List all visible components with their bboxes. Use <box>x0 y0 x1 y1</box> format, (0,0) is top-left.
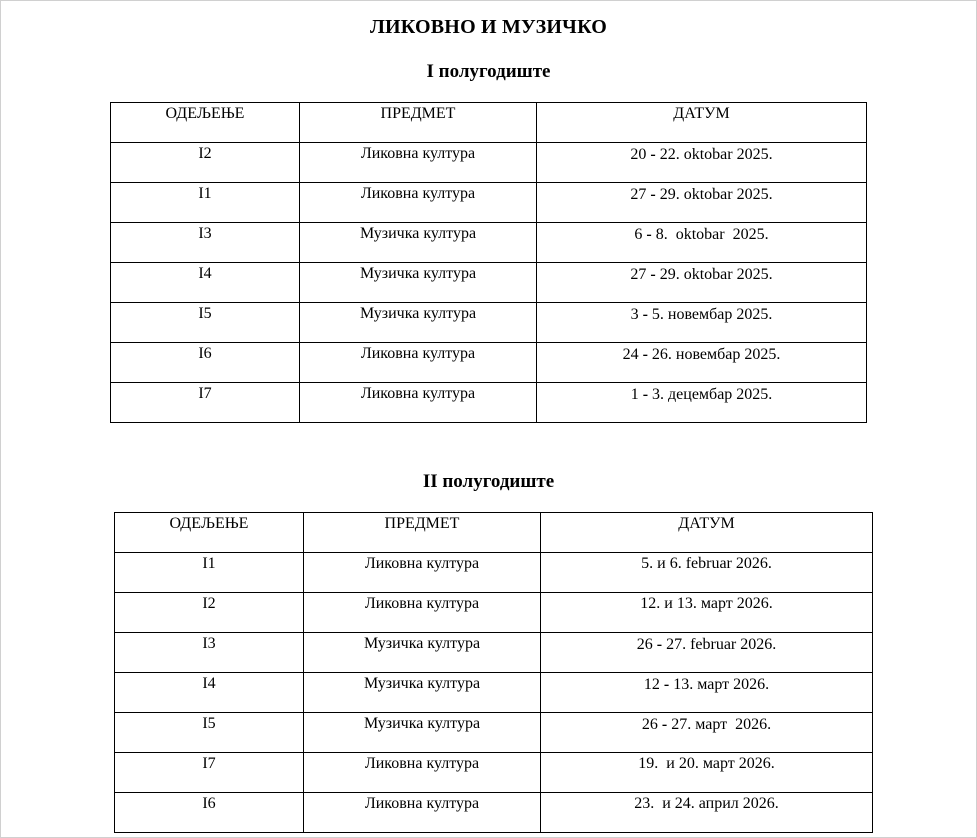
cell-class: I3 <box>111 223 300 263</box>
table-row <box>111 303 867 343</box>
cell-subject: Музичка култура <box>304 673 541 713</box>
table-header-row <box>115 513 873 553</box>
cell-date: 27 - 29. oktobar 2025. <box>537 183 867 223</box>
cell-date: 6 - 8. oktobar 2025. <box>537 223 867 263</box>
cell-date: 23. и 24. април 2026. <box>541 793 873 833</box>
cell-subject: Музичка култура <box>300 223 537 263</box>
cell-class: I4 <box>115 673 304 713</box>
header-date: ДАТУМ <box>541 513 873 553</box>
table-row <box>115 593 873 633</box>
cell-date: 12 - 13. март 2026. <box>541 673 873 713</box>
cell-class: I5 <box>111 303 300 343</box>
table-row <box>115 713 873 753</box>
semester-2-heading: II полугодиште <box>422 471 555 492</box>
cell-subject: Музичка култура <box>300 303 537 343</box>
cell-class: I2 <box>115 593 304 633</box>
table-row <box>111 143 867 183</box>
cell-class: I7 <box>115 753 304 793</box>
cell-class: I1 <box>115 553 304 593</box>
cell-date: 3 - 5. новембар 2025. <box>537 303 867 343</box>
table-row <box>115 673 873 713</box>
cell-subject: Ликовна култура <box>300 143 537 183</box>
cell-subject: Ликовна култура <box>304 753 541 793</box>
header-subject: ПРЕДМЕТ <box>304 513 541 553</box>
cell-class: I3 <box>115 633 304 673</box>
cell-date: 24 - 26. новембар 2025. <box>537 343 867 383</box>
table-row <box>111 383 867 423</box>
header-subject: ПРЕДМЕТ <box>300 103 537 143</box>
table-row <box>111 183 867 223</box>
cell-class: I2 <box>111 143 300 183</box>
cell-subject: Ликовна култура <box>304 553 541 593</box>
cell-subject: Музичка култура <box>304 633 541 673</box>
cell-date: 1 - 3. децембар 2025. <box>537 383 867 423</box>
cell-class: I1 <box>111 183 300 223</box>
cell-subject: Музичка култура <box>304 713 541 753</box>
cell-class: I5 <box>115 713 304 753</box>
cell-class: I6 <box>111 343 300 383</box>
cell-date: 5. и 6. februar 2026. <box>541 553 873 593</box>
header-class: ОДЕЉЕЊЕ <box>115 513 304 553</box>
cell-class: I7 <box>111 383 300 423</box>
cell-class: I4 <box>111 263 300 303</box>
cell-date: 20 - 22. oktobar 2025. <box>537 143 867 183</box>
table-row <box>111 343 867 383</box>
cell-class: I6 <box>115 793 304 833</box>
table-row <box>111 223 867 263</box>
cell-subject: Ликовна култура <box>300 383 537 423</box>
cell-date: 26 - 27. februar 2026. <box>541 633 873 673</box>
cell-subject: Ликовна култура <box>300 343 537 383</box>
header-date: ДАТУМ <box>537 103 867 143</box>
cell-subject: Музичка култура <box>300 263 537 303</box>
table-row <box>111 263 867 303</box>
table-row <box>115 753 873 793</box>
cell-subject: Ликовна култура <box>304 793 541 833</box>
table-row <box>115 793 873 833</box>
table-row <box>115 553 873 593</box>
header-class: ОДЕЉЕЊЕ <box>111 103 300 143</box>
document-title: ЛИКОВНО И МУЗИЧКО <box>369 16 608 38</box>
cell-date: 19. и 20. март 2026. <box>541 753 873 793</box>
semester-1-heading: I полугодиште <box>426 61 551 82</box>
cell-subject: Ликовна култура <box>300 183 537 223</box>
cell-date: 26 - 27. март 2026. <box>541 713 873 753</box>
cell-subject: Ликовна култура <box>304 593 541 633</box>
cell-date: 12. и 13. март 2026. <box>541 593 873 633</box>
table-row <box>115 633 873 673</box>
semester-1-table <box>110 102 867 423</box>
semester-2-table <box>114 512 873 833</box>
cell-date: 27 - 29. oktobar 2025. <box>537 263 867 303</box>
table-header-row <box>111 103 867 143</box>
